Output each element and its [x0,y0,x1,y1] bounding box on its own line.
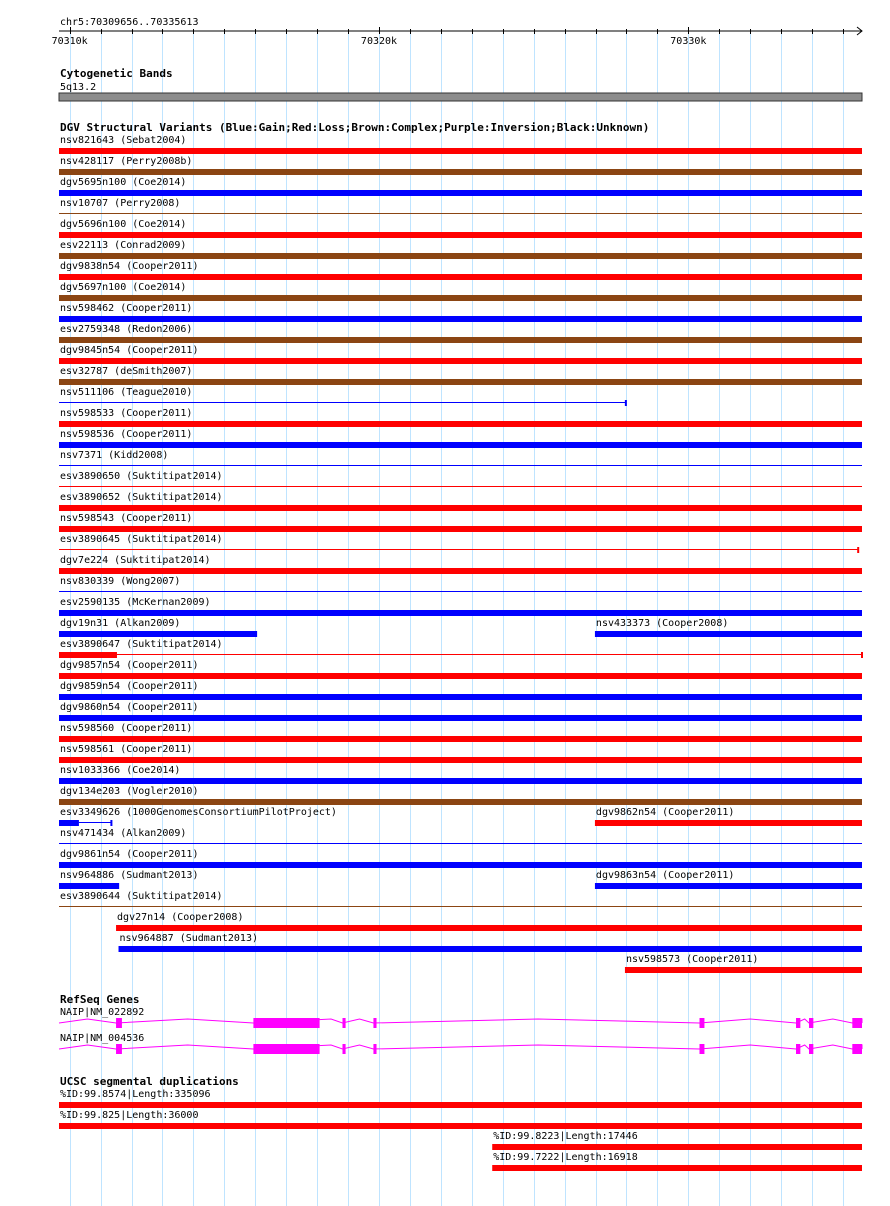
variant-label: nsv598533 (Cooper2011) [60,408,193,419]
variant-label: nsv1033366 (Coe2014) [60,765,181,776]
segdup-bar[interactable] [492,1165,862,1171]
variant-label: nsv598560 (Cooper2011) [60,723,193,734]
variant-bar[interactable] [59,631,257,637]
gene-exon[interactable] [699,1044,704,1054]
variant-bar[interactable] [595,820,862,826]
cytoband-track [59,67,862,101]
variant-label: nsv598561 (Cooper2011) [60,744,193,755]
variant-bar[interactable] [59,715,862,721]
variant-line[interactable] [59,402,626,403]
dgv-features [59,135,863,973]
tick-label: 70310k [51,36,88,47]
variant-end-cap [625,400,627,406]
segdup-label: %ID:99.825|Length:36000 [60,1110,199,1121]
gene-exon[interactable] [253,1044,319,1054]
gene-exon[interactable] [796,1018,800,1028]
gene-exon[interactable] [809,1044,813,1054]
variant-bar[interactable] [625,967,862,973]
track-title: Cytogenetic Bands [60,67,173,80]
variant-bar[interactable] [59,694,862,700]
gene-exon[interactable] [373,1018,376,1028]
variant-line[interactable] [59,906,862,907]
variant-line[interactable] [59,549,858,550]
variant-bar[interactable] [59,652,117,658]
variant-bar[interactable] [59,379,862,385]
variant-bar[interactable] [119,946,862,952]
track-title: DGV Structural Variants (Blue:Gain;Red:Loss;Brown:Complex;Purple:Inversion;Black:Unknown) [60,121,650,134]
segdup-features [59,1089,862,1171]
track-title: UCSC segmental duplications [60,1075,239,1088]
variant-label: dgv134e203 (Vogler2010) [60,786,199,797]
variant-label: esv3890645 (Suktitipat2014) [60,534,223,545]
variant-label: nsv598573 (Cooper2011) [625,954,759,965]
variant-label: esv2590135 (McKernan2009) [60,597,211,608]
variant-label: dgv9860n54 (Cooper2011) [60,702,199,713]
variant-end-cap [857,547,859,553]
variant-label: esv3890650 (Suktitipat2014) [60,471,223,482]
gene-exon[interactable] [116,1018,122,1028]
variant-bar[interactable] [116,925,862,931]
variant-bar[interactable] [59,148,862,154]
variant-line[interactable] [79,822,111,823]
variant-label: esv2759348 (Redon2006) [60,324,193,335]
dgv-track [59,121,863,973]
variant-bar[interactable] [59,673,862,679]
variant-label: nsv471434 (Alkan2009) [60,828,187,839]
variant-label: esv3890652 (Suktitipat2014) [60,492,223,503]
cytoband-label: 5q13.2 [60,82,97,93]
refseq-track [59,993,862,1054]
variant-bar[interactable] [59,862,862,868]
gene-exon[interactable] [342,1044,345,1054]
gene-exon[interactable] [373,1044,376,1054]
ruler [52,17,862,47]
variant-label: dgv9861n54 (Cooper2011) [60,849,199,860]
variant-line[interactable] [59,591,862,592]
variant-label: esv3349626 (1000GenomesConsortiumPilotProject) [60,807,337,818]
variant-label: dgv7e224 (Suktitipat2014) [60,555,211,566]
gene-intron-line [59,1019,862,1023]
variant-label: nsv598536 (Cooper2011) [60,429,193,440]
segdup-bar[interactable] [59,1102,862,1108]
variant-bar[interactable] [59,757,862,763]
gene-label: NAIP|NM_004536 [60,1033,145,1044]
variant-label: dgv9863n54 (Cooper2011) [595,870,735,881]
variant-bar[interactable] [59,232,862,238]
variant-bar[interactable] [59,169,862,175]
variant-end-cap [861,652,863,658]
gene-exon[interactable] [699,1018,704,1028]
variant-line[interactable] [59,843,862,844]
variant-bar[interactable] [59,253,862,259]
segdup-label: %ID:99.8574|Length:335096 [60,1089,211,1100]
variant-bar[interactable] [59,358,862,364]
variant-bar[interactable] [59,337,862,343]
variant-bar[interactable] [59,778,862,784]
gene-exon[interactable] [796,1044,800,1054]
variant-label: dgv5695n100 (Coe2014) [60,177,187,188]
variant-line[interactable] [59,486,862,487]
gene-exon[interactable] [852,1018,862,1028]
variant-bar[interactable] [59,442,862,448]
variant-label: esv32787 (deSmith2007) [60,366,193,377]
variant-label: nsv964887 (Sudmant2013) [119,933,259,944]
variant-line[interactable] [59,213,862,214]
track-title: RefSeq Genes [60,993,140,1006]
refseq-features [59,1007,862,1054]
gene-label: NAIP|NM_022892 [60,1007,145,1018]
variant-label: nsv598462 (Cooper2011) [60,303,193,314]
variant-label: nsv428117 (Perry2008b) [60,156,193,167]
variant-label: dgv19n31 (Alkan2009) [60,618,181,629]
gene-exon[interactable] [342,1018,345,1028]
gene-intron-line [59,1045,862,1049]
variant-label: dgv9862n54 (Cooper2011) [595,807,735,818]
variant-label: nsv821643 (Sebat2004) [60,135,187,146]
segdup-label: %ID:99.7222|Length:16918 [493,1152,638,1163]
variant-label: dgv9859n54 (Cooper2011) [60,681,199,692]
variant-label: dgv5696n100 (Coe2014) [60,219,187,230]
segdup-bar[interactable] [492,1144,862,1150]
variant-bar[interactable] [59,295,862,301]
variant-bar[interactable] [59,799,862,805]
variant-label: esv22113 (Conrad2009) [60,240,187,251]
cytoband-bar[interactable] [59,93,862,101]
segdup-bar[interactable] [59,1123,862,1129]
variant-label: dgv9845n54 (Cooper2011) [60,345,199,356]
gene-exon[interactable] [809,1018,813,1028]
variant-bar[interactable] [59,736,862,742]
variant-label: dgv9857n54 (Cooper2011) [60,660,199,671]
gene-exon[interactable] [116,1044,122,1054]
variant-bar[interactable] [595,883,862,889]
variant-bar[interactable] [59,190,862,196]
tick-label: 70320k [360,36,398,47]
gene-exon[interactable] [253,1018,319,1028]
segdup-label: %ID:99.8223|Length:17446 [493,1131,638,1142]
variant-label: nsv10707 (Perry2008) [60,198,181,209]
variant-label: nsv830339 (Wong2007) [60,576,181,587]
variant-bar[interactable] [59,316,862,322]
variant-bar[interactable] [59,421,862,427]
variant-bar[interactable] [59,274,862,280]
variant-label: esv3890647 (Suktitipat2014) [60,639,223,650]
variant-label: nsv7371 (Kidd2008) [60,450,169,461]
variant-label: esv3890644 (Suktitipat2014) [60,891,223,902]
gene-exon[interactable] [852,1044,862,1054]
variant-bar[interactable] [595,631,862,637]
variant-label: nsv511106 (Teague2010) [60,387,193,398]
variant-line[interactable] [59,465,862,466]
variant-bar[interactable] [59,820,79,826]
variant-end-cap [110,820,112,826]
variant-bar[interactable] [59,568,862,574]
segdup-track [59,1075,862,1171]
region-label: chr5:70309656..70335613 [60,17,199,28]
variant-label: dgv5697n100 (Coe2014) [60,282,187,293]
variant-bar[interactable] [59,526,862,532]
variant-label: nsv598543 (Cooper2011) [60,513,193,524]
variant-label: dgv27n14 (Cooper2008) [117,912,244,923]
variant-bar[interactable] [59,610,862,616]
variant-bar[interactable] [59,505,862,511]
variant-label: nsv433373 (Cooper2008) [595,618,729,629]
variant-label: dgv9838n54 (Cooper2011) [60,261,199,272]
tick-label: 70330k [670,36,707,47]
variant-line[interactable] [117,654,862,655]
variant-label: nsv964886 (Sudmant2013) [60,870,199,881]
variant-bar[interactable] [59,883,119,889]
